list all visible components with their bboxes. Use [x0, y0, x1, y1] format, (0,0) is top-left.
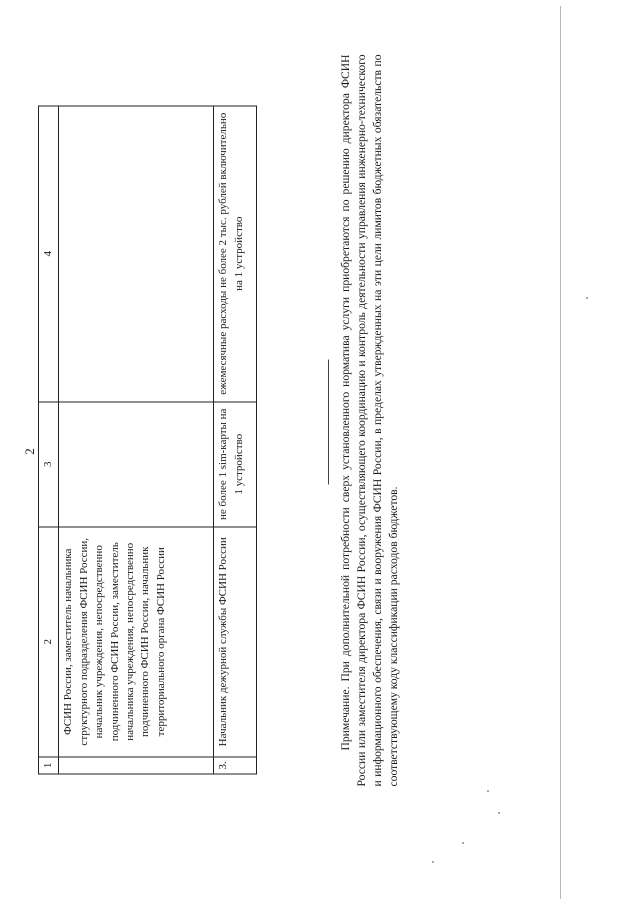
position-cell: Начальник дежурной службы ФСИН России	[214, 527, 257, 757]
scan-speck	[462, 842, 464, 844]
row-number: 3.	[214, 757, 257, 774]
table-row	[59, 106, 214, 774]
header-cell: 1	[39, 757, 59, 774]
cost-cell	[59, 106, 214, 402]
cost-cell: ежемесячные расходы не более 2 тыс. рублей включительно на 1 устройство	[214, 106, 257, 402]
header-cell: 4	[39, 106, 59, 402]
footnote	[338, 55, 402, 787]
header-cell: 3	[39, 402, 59, 527]
scan-speck	[586, 297, 588, 299]
scan-speck	[432, 861, 434, 863]
table-row	[214, 106, 257, 774]
scan-speck	[487, 790, 489, 792]
note-text: Примечание. При дополнительной потребности сверх установленного норматива услуги приобретаются по решению директора ФСИН России или заместителя директора ФСИН России, осуществляющего координацию и контроль деятельности управления инженерно-технического и информационного обеспечения, связи и вооружения ФСИН России, в пределах утвержденных на эти цели лимитов бюджетных обязательств по соответствующему коду классификации расходов бюджетов.	[339, 54, 400, 787]
header-cell: 2	[39, 527, 59, 757]
row-number	[59, 757, 214, 774]
quantity-cell: не более 1 sim-карты на 1 устройство	[214, 402, 257, 527]
scan-speck	[498, 812, 500, 814]
position-cell: ФСИН России, заместитель начальника структурного подразделения ФСИН России, начальник учреждения, непосредственно подчиненного ФСИН России, заместитель начальника учреждения, непосредственно подчиненного ФСИН России, начальник территориального органа ФСИН России	[59, 527, 214, 757]
page-number: 2	[22, 448, 37, 455]
separator-rule	[328, 360, 329, 485]
standards-table	[38, 105, 257, 774]
table-header-row	[39, 106, 59, 774]
quantity-cell	[59, 402, 214, 527]
